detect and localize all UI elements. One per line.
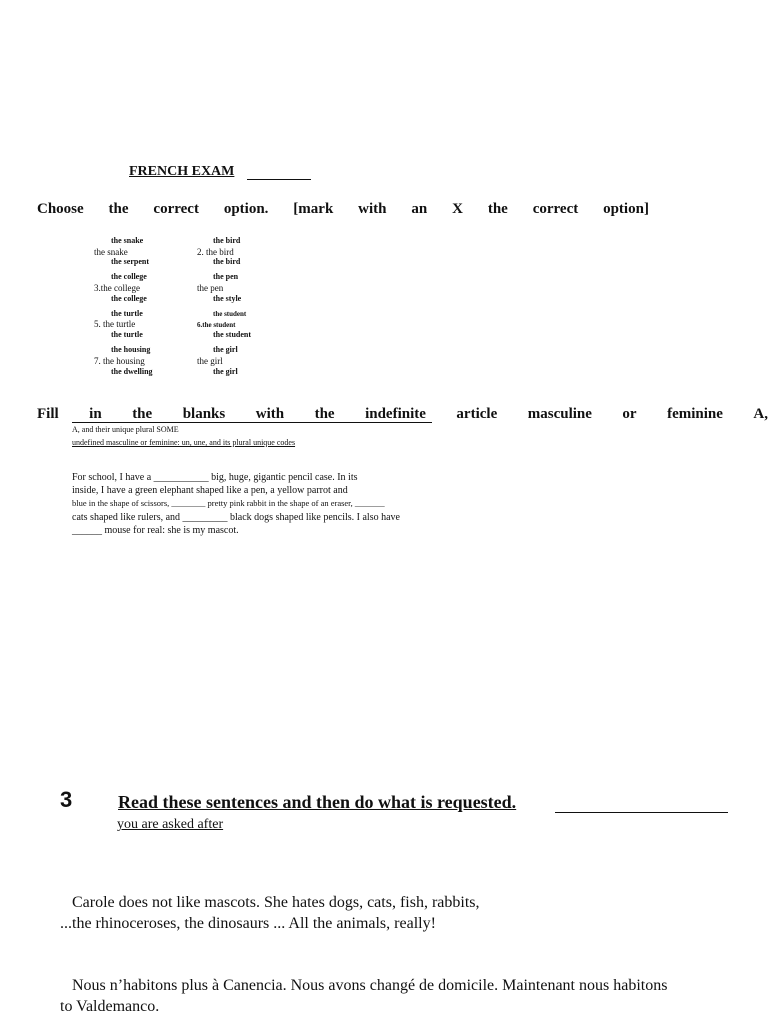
story-line: ...the rhinoceroses, the dinosaurs ... All the animals, really!	[60, 915, 436, 932]
exam-title: FRENCH EXAM	[129, 164, 235, 179]
q2-word: indefinite	[365, 406, 426, 422]
option-prompt: 2. the bird	[197, 247, 234, 257]
section-subtitle: you are asked after	[117, 817, 224, 832]
option-item[interactable]: the serpent	[111, 257, 149, 266]
section-title-underline	[555, 812, 728, 813]
q2-word: the	[314, 406, 335, 422]
option-item[interactable]: the snake	[111, 236, 144, 245]
q1-word: Choose	[37, 201, 84, 217]
fill-in-paragraph	[72, 471, 400, 537]
option-item[interactable]: the student	[213, 310, 247, 318]
option-item[interactable]: the style	[213, 294, 242, 303]
question-1-heading	[37, 201, 649, 218]
option-item[interactable]: the bird	[213, 236, 241, 245]
q1-word: option.	[223, 201, 269, 217]
section-title: Read these sentences and then do what is requested.	[118, 792, 517, 812]
option-prompt: 7. the housing	[94, 356, 145, 366]
section-number: 3	[60, 787, 73, 812]
q2-word: masculine	[527, 406, 592, 422]
story-line: Nous n’habitons plus à Canencia. Nous avons changé de domicile. Maintenant nous habitons	[60, 977, 668, 994]
option-prompt: the snake	[94, 247, 128, 257]
option-item[interactable]: the college	[111, 294, 147, 303]
q1-word: option]	[603, 201, 649, 217]
option-item[interactable]: the housing	[111, 345, 151, 354]
q2-word: blanks	[182, 406, 226, 422]
option-item[interactable]: the girl	[213, 367, 238, 376]
option-item[interactable]: the student	[213, 330, 252, 339]
q2-word: the	[132, 406, 153, 422]
q1-word: the	[108, 201, 129, 217]
option-prompt: the pen	[197, 283, 224, 293]
story-paragraph-1	[60, 892, 479, 934]
q2-word: feminine	[667, 406, 723, 422]
q2-word: article	[456, 406, 498, 422]
paragraph-line: inside, I have a green elephant shaped like a pen, a yellow parrot and	[72, 485, 348, 497]
q2-word: with	[255, 406, 285, 422]
option-item[interactable]: the girl	[213, 345, 238, 354]
story-paragraph-2	[60, 975, 667, 1017]
q2-word: in	[89, 406, 102, 422]
paragraph-line: ______ mouse for real: she is my mascot.	[72, 524, 239, 536]
option-item[interactable]: the bird	[213, 257, 241, 266]
story-line: Carole does not like mascots. She hates dogs, cats, fish, rabbits,	[60, 894, 480, 911]
option-prompt: 3.the college	[94, 283, 140, 293]
q1-word: correct	[532, 201, 579, 217]
q1-word: X	[452, 201, 463, 217]
option-item[interactable]: the turtle	[111, 309, 143, 318]
option-item[interactable]: the dwelling	[111, 367, 153, 376]
q2-word: Fill	[37, 406, 59, 422]
q2-word: A,	[753, 406, 768, 422]
q2-word: or	[622, 406, 637, 422]
story-line: to Valdemanco.	[60, 998, 160, 1015]
q2-note: undefined masculine or feminine: un, une, and its plural unique codes	[72, 438, 296, 447]
q1-word: the	[487, 201, 508, 217]
q2-subtitle: A, and their unique plural SOME	[72, 425, 179, 434]
option-item[interactable]: the pen	[213, 272, 239, 281]
option-item[interactable]: the turtle	[111, 330, 143, 339]
q1-word: an	[411, 201, 428, 217]
option-prompt: 5. the turtle	[94, 319, 136, 329]
q2-underline	[72, 422, 432, 423]
q1-word: correct	[153, 201, 199, 217]
paragraph-line: blue in the shape of scissors, ________ pretty pink rabbit in the shape of an eraser, _______	[72, 498, 385, 509]
option-prompt: the girl	[197, 356, 223, 366]
q1-word: with	[358, 201, 387, 217]
option-item[interactable]: the college	[111, 272, 147, 281]
q1-word: [mark	[293, 201, 334, 217]
question-2-heading	[37, 406, 768, 423]
option-prompt: 6.the student	[197, 321, 236, 329]
paragraph-line: For school, I have a ___________ big, huge, gigantic pencil case. In its	[72, 472, 358, 483]
paragraph-line: cats shaped like rulers, and _________ black dogs shaped like pencils. I also have	[72, 511, 400, 523]
title-underline	[247, 179, 311, 180]
